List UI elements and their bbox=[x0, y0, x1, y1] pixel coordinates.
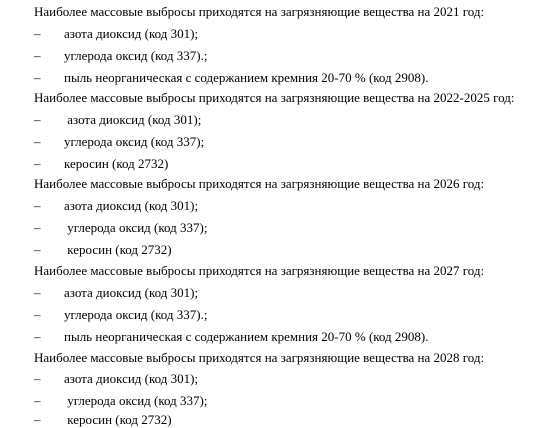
list-item-text: пыль неорганическая с содержанием кремния 20-70 % (код 2908). bbox=[64, 70, 429, 85]
list-item-text: углерода оксид (код 337); bbox=[64, 134, 205, 149]
list-item bbox=[34, 412, 172, 428]
bullet-dash: – bbox=[34, 134, 41, 149]
section-heading: Наиболее массовые выбросы приходятся на загрязняющие вещества на 2027 год: bbox=[34, 263, 485, 278]
list-item bbox=[34, 134, 204, 150]
list-item-text: азота диоксид (код 301); bbox=[64, 285, 199, 300]
list-item bbox=[34, 329, 429, 345]
list-item-text: углерода оксид (код 337).; bbox=[64, 48, 208, 63]
list-item-text: пыль неорганическая с содержанием кремния 20-70 % (код 2908). bbox=[64, 329, 429, 344]
list-item-text: керосин (код 2732) bbox=[64, 412, 172, 427]
bullet-dash: – bbox=[34, 112, 41, 127]
list-item-text: азота диоксид (код 301); bbox=[64, 198, 199, 213]
list-item-text: азота диоксид (код 301); bbox=[64, 112, 202, 127]
list-item bbox=[34, 26, 198, 42]
list-item bbox=[34, 220, 207, 236]
list-item-text: углерода оксид (код 337); bbox=[64, 393, 208, 408]
bullet-dash: – bbox=[34, 242, 41, 257]
list-item bbox=[34, 393, 207, 409]
list-item bbox=[34, 70, 429, 86]
bullet-dash: – bbox=[34, 26, 41, 41]
bullet-dash: – bbox=[34, 48, 41, 63]
list-item bbox=[34, 198, 198, 214]
list-item-text: азота диоксид (код 301); bbox=[64, 371, 199, 386]
bullet-dash: – bbox=[34, 285, 41, 300]
list-item-text: керосин (код 2732) bbox=[64, 242, 172, 257]
section-heading: Наиболее массовые выбросы приходятся на загрязняющие вещества на 2022-2025 год: bbox=[34, 90, 515, 105]
bullet-dash: – bbox=[34, 371, 41, 386]
section-heading: Наиболее массовые выбросы приходятся на загрязняющие вещества на 2026 год: bbox=[34, 176, 485, 191]
list-item-text: керосин (код 2732) bbox=[64, 156, 169, 171]
list-item bbox=[34, 371, 198, 387]
list-item bbox=[34, 156, 168, 172]
bullet-dash: – bbox=[34, 70, 41, 85]
bullet-dash: – bbox=[34, 156, 41, 171]
bullet-dash: – bbox=[34, 393, 41, 408]
section-heading: Наиболее массовые выбросы приходятся на загрязняющие вещества на 2021 год: bbox=[34, 4, 485, 19]
bullet-dash: – bbox=[34, 329, 41, 344]
bullet-dash: – bbox=[34, 220, 41, 235]
bullet-dash: – bbox=[34, 198, 41, 213]
list-item-text: азота диоксид (код 301); bbox=[64, 26, 199, 41]
list-item bbox=[34, 285, 198, 301]
list-item-text: углерода оксид (код 337); bbox=[64, 220, 208, 235]
list-item bbox=[34, 242, 172, 258]
list-item-text: углерода оксид (код 337).; bbox=[64, 307, 208, 322]
bullet-dash: – bbox=[34, 307, 41, 322]
list-item bbox=[34, 48, 207, 64]
list-item bbox=[34, 112, 201, 128]
bullet-dash: – bbox=[34, 412, 41, 427]
section-heading: Наиболее массовые выбросы приходятся на загрязняющие вещества на 2028 год: bbox=[34, 350, 485, 365]
list-item bbox=[34, 307, 207, 323]
